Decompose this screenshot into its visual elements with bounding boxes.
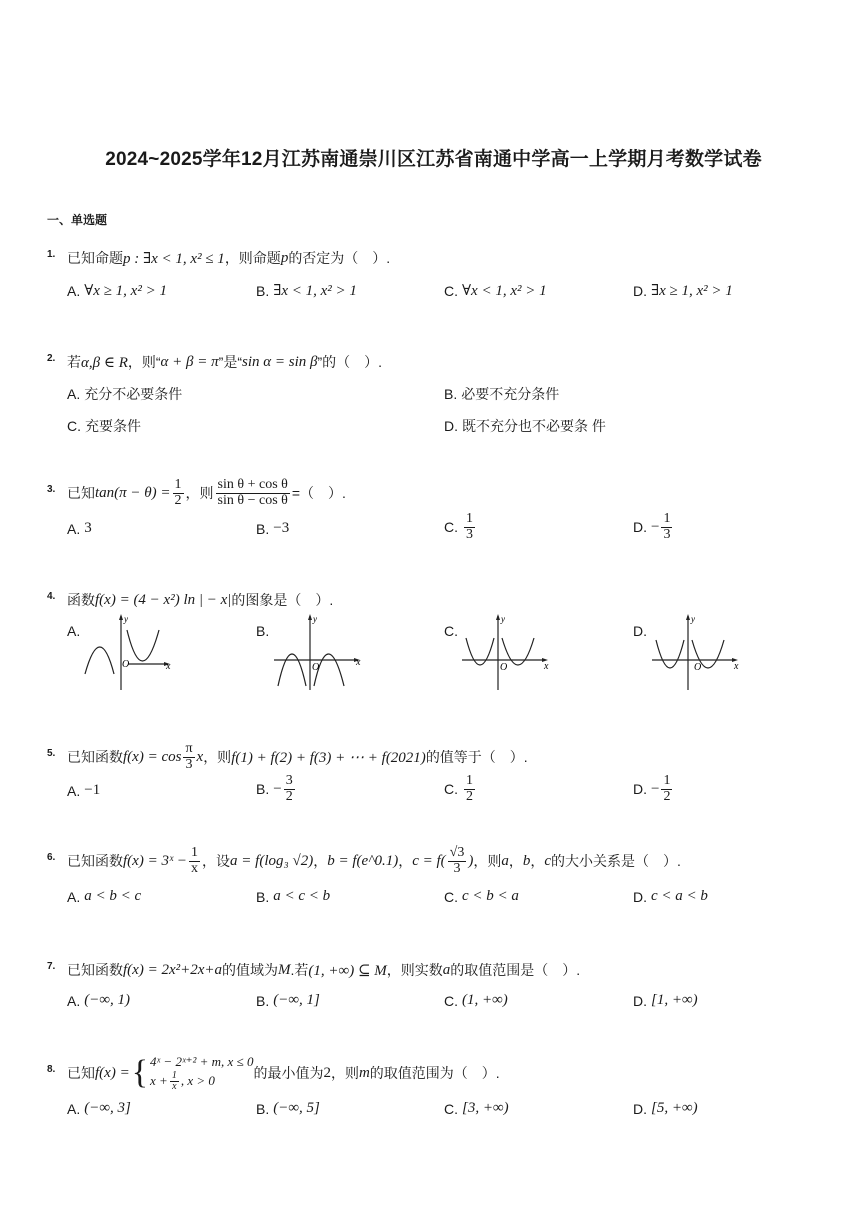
option-b[interactable]: B. (−∞, 5] xyxy=(256,1100,320,1117)
option-a[interactable]: A. 3 xyxy=(67,520,92,537)
option-d[interactable]: D. 既不充分也不必要条 件 xyxy=(444,418,606,434)
option-c[interactable]: C. c < b < a xyxy=(444,888,519,905)
svg-text:O: O xyxy=(694,662,702,673)
question-3: 3. 已知 tan(π − θ) = $\frac{1}{2}$ ，则 $\frac{\text{sin θ + cos θ}}{\text{sin θ − cos θ}}$ =（ ）. xyxy=(47,477,346,508)
option-d[interactable]: D. c < a < b xyxy=(633,888,708,905)
option-c[interactable]: C. ∀x < 1, x² > 1 xyxy=(444,282,547,299)
question-number: 1. xyxy=(47,248,56,260)
option-a[interactable]: A. (−∞, 3] xyxy=(67,1100,131,1117)
svg-text:O: O xyxy=(312,662,320,673)
option-b[interactable]: B. ∃x < 1, x² > 1 xyxy=(256,282,357,299)
question-5: 5. 已知函数 f(x) = cos $\frac{\pi}{3}$ x ，则 f(1) + f(2) + f(3) + ⋯ + f(2021) 的值等于（ ）. xyxy=(47,741,528,772)
option-d[interactable]: D. [5, +∞) xyxy=(633,1100,698,1117)
svg-text:O: O xyxy=(122,659,130,670)
option-a[interactable]: A. 充分不必要条件 xyxy=(67,386,183,402)
svg-text:y: y xyxy=(124,614,128,624)
option-a[interactable]: A. (−∞, 1) xyxy=(67,992,131,1009)
option-d[interactable]: D. ∃x ≥ 1, x² > 1 xyxy=(633,282,733,299)
page-title: 2024~2025学年12月江苏南通崇川区江苏省南通中学高一上学期月考数学试卷 xyxy=(105,149,762,170)
svg-text:x: x xyxy=(544,661,549,672)
option-d[interactable]: D. − $\frac{1}{2}$ xyxy=(633,773,671,804)
option-b[interactable]: B. a < c < b xyxy=(256,888,331,905)
graph-c-image xyxy=(460,612,560,692)
option-a[interactable]: A. ∀x ≥ 1, x² > 1 xyxy=(67,282,167,299)
option-b[interactable]: B. −3 xyxy=(256,520,290,537)
option-c[interactable]: C. xyxy=(444,623,458,639)
option-a[interactable]: A. a < b < c xyxy=(67,888,142,905)
option-c[interactable]: C. [3, +∞) xyxy=(444,1100,509,1117)
option-b[interactable]: B. − $\frac{3}{2}$ xyxy=(256,773,293,804)
graph-a-image xyxy=(80,612,180,692)
section-heading: 一、单选题 xyxy=(47,213,108,227)
option-b[interactable]: B. xyxy=(256,623,270,639)
question-2: 2. 若 α,β ∈ R ，则“ α + β = π ”是“ sin α = sin β ”的（ ）. xyxy=(47,352,383,371)
svg-text:y: y xyxy=(501,614,505,624)
option-b[interactable]: B. 必要不充分条件 xyxy=(444,386,560,402)
question-4: 4. 函数 f(x) = (4 − x²) ln | − x| 的图象是（ ）. xyxy=(47,590,334,608)
option-a[interactable]: A. xyxy=(67,623,81,639)
option-c[interactable]: C. $\frac{1}{3}$ xyxy=(444,511,473,542)
svg-text:y: y xyxy=(313,614,317,624)
option-d[interactable]: D. − $\frac{1}{3}$ xyxy=(633,511,671,542)
question-7: 7. 已知函数 f(x) = 2 x²+2x+a 的值域为 M .若 (1, +∞) ⊆ M ，则实数 a 的取值范围是（ ）. xyxy=(47,960,581,979)
svg-text:x: x xyxy=(734,661,739,672)
option-d[interactable]: D. [1, +∞) xyxy=(633,992,698,1009)
svg-text:O: O xyxy=(500,662,508,673)
option-c[interactable]: C. $\frac{1}{2}$ xyxy=(444,773,473,804)
option-c[interactable]: C. 充要条件 xyxy=(67,418,141,434)
question-1: 1. 已知命题 p : ∃x < 1, x² ≤ 1 ，则命题 p 的否定为（ ）. xyxy=(47,248,391,267)
option-c[interactable]: C. (1, +∞) xyxy=(444,992,508,1009)
graph-d-image xyxy=(650,612,750,692)
option-b[interactable]: B. (−∞, 1] xyxy=(256,992,320,1009)
svg-text:y: y xyxy=(691,614,695,624)
question-8: 8. 已知 f(x) = { 4ˣ − 2ˣ⁺² + m, x ≤ 0 x + $\frac{1}{x}$ , x > 0 的最小值为 2 ，则 m 的取值范围为（ ）. xyxy=(47,1054,500,1093)
option-a[interactable]: A. −1 xyxy=(67,782,101,799)
svg-text:x: x xyxy=(166,661,171,672)
option-d[interactable]: D. xyxy=(633,623,647,639)
graph-b-image xyxy=(272,612,372,692)
svg-text:x: x xyxy=(356,657,361,668)
question-6: 6. 已知函数 f(x) = 3ˣ − $\frac{1}{x}$ ，设 a = f(log₃ √2) ， b = f(e^0.1) ， c = f( $\frac{√3}{3}$ ) ，则 a ， b ， c 的大小关系是（ ）. xyxy=(47,845,681,876)
